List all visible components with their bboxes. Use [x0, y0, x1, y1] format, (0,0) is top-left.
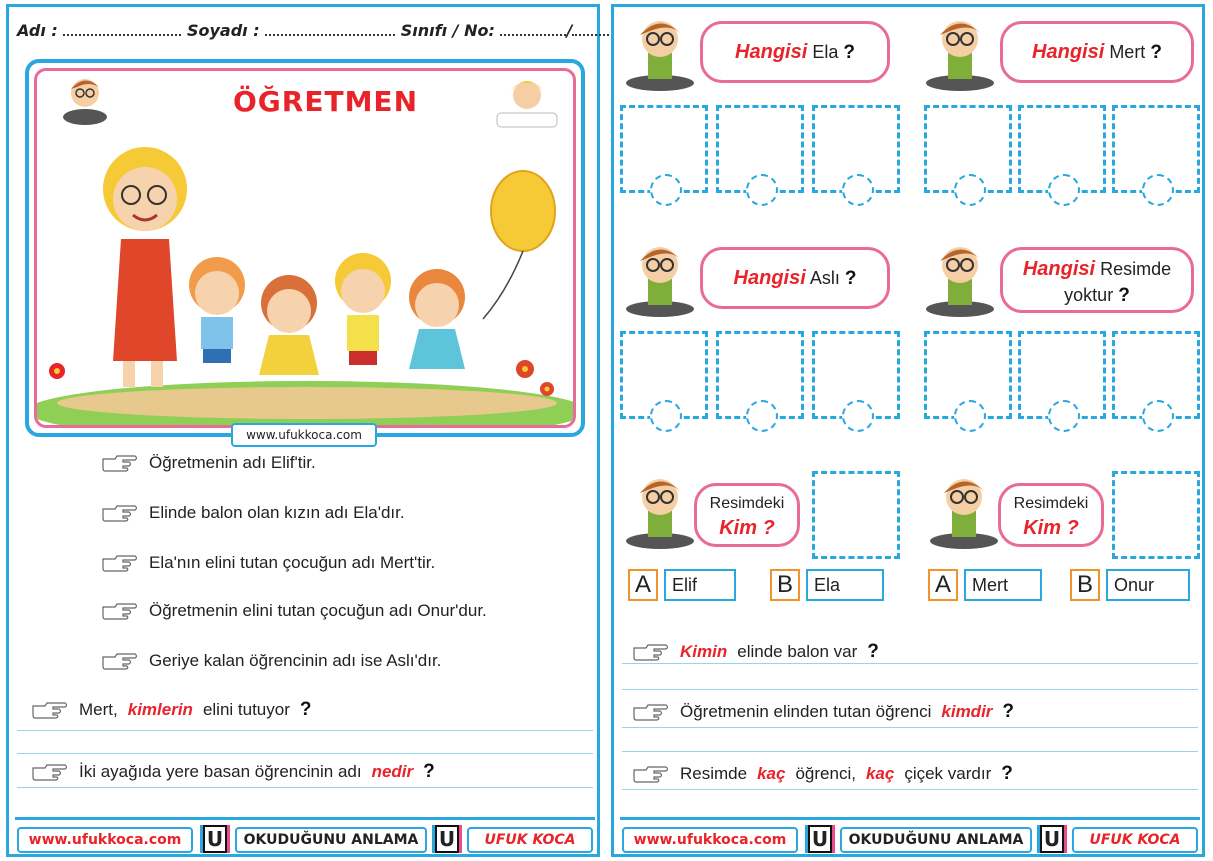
- footer-u-logo: U: [435, 825, 459, 853]
- pointing-hand-icon: [632, 702, 670, 722]
- bubble-name: Aslı: [809, 268, 840, 288]
- pointing-hand-icon: [101, 503, 139, 523]
- surname-field[interactable]: [265, 24, 395, 36]
- footer-u-logo: U: [203, 825, 227, 853]
- bubble-name: Ela: [812, 42, 839, 62]
- question-text: Öğretmenin elinden tutan öğrenci: [680, 702, 932, 721]
- sentence-text: Öğretmenin elini tutan çocuğun adı Onur'dur.: [149, 601, 487, 620]
- hangisi-label: Hangisi: [735, 41, 808, 63]
- question-keyword: Kimin: [680, 642, 728, 661]
- hangisi-label: Hangisi: [1032, 41, 1105, 63]
- answer-line[interactable]: [622, 727, 1198, 728]
- footer-title: OKUDUĞUNU ANLAMA: [235, 827, 427, 853]
- boy-thinking-icon: [63, 79, 107, 125]
- face-choice[interactable]: [1112, 105, 1200, 193]
- answer-line[interactable]: [622, 663, 1198, 664]
- option-b[interactable]: [1070, 569, 1190, 601]
- face-choice[interactable]: [1018, 331, 1106, 419]
- question-mark: ?: [867, 641, 879, 662]
- teacher-figure: [103, 147, 187, 387]
- question-text: elini tutuyor: [202, 700, 290, 719]
- footer-divider: [620, 817, 1200, 820]
- question-mark: ?: [844, 268, 857, 289]
- balloon-icon: [483, 171, 555, 319]
- class-separator: /: [566, 21, 573, 40]
- question-text: Resimde: [680, 764, 748, 783]
- option-letter: A: [928, 569, 958, 601]
- child-onur: [189, 257, 245, 363]
- who-line2: Kim ?: [719, 517, 775, 539]
- answer-circle[interactable]: [1142, 400, 1174, 432]
- option-value: Mert: [964, 569, 1042, 601]
- pointing-hand-icon: [31, 762, 69, 782]
- footer: [15, 815, 595, 853]
- pointing-hand-icon: [101, 601, 139, 621]
- option-value: Elif: [664, 569, 736, 601]
- right-worksheet: [611, 4, 1205, 857]
- class-field[interactable]: [500, 24, 566, 36]
- question-row: [632, 763, 1013, 785]
- pointing-hand-icon: [101, 453, 139, 473]
- question-text: Mert,: [79, 700, 118, 719]
- answer-circle[interactable]: [1048, 400, 1080, 432]
- flower-icon: [516, 360, 534, 378]
- option-b[interactable]: [770, 569, 884, 601]
- option-a[interactable]: [628, 569, 736, 601]
- face-choice[interactable]: [716, 331, 804, 419]
- pointing-hand-icon: [632, 764, 670, 784]
- who-bubble: [694, 483, 800, 547]
- who-line1: Resimdeki: [709, 495, 785, 512]
- face-picture: [812, 471, 900, 559]
- bubble-name: Resimde: [1100, 259, 1172, 279]
- hangisi-label: Hangisi: [1022, 258, 1096, 280]
- question-bubble: [700, 247, 890, 309]
- name-label: Adı :: [17, 21, 58, 40]
- flower-icon: [49, 363, 65, 379]
- question-keyword: nedir: [371, 762, 414, 781]
- footer-divider: [15, 817, 595, 820]
- hangisi-label: Hangisi: [733, 267, 806, 289]
- question-mark: ?: [1001, 763, 1013, 784]
- boy-thinking-icon: [620, 239, 698, 319]
- story-illustration: [34, 68, 576, 428]
- answer-line[interactable]: [622, 789, 1198, 790]
- name-field[interactable]: [63, 24, 181, 36]
- child-mert: [335, 253, 391, 365]
- question-row: [31, 761, 435, 783]
- question-mark: ?: [1002, 701, 1015, 722]
- answer-circle[interactable]: [954, 174, 986, 206]
- boy-thinking-icon: [924, 471, 1002, 551]
- surname-label: Soyadı :: [186, 21, 260, 40]
- face-choice[interactable]: [812, 331, 900, 419]
- answer-circle[interactable]: [746, 174, 778, 206]
- story-sentence: [101, 651, 441, 671]
- question-row: [632, 701, 1014, 723]
- story-title: ÖĞRETMEN: [233, 85, 418, 118]
- child-ela: [409, 269, 465, 369]
- face-choice[interactable]: [812, 105, 900, 193]
- option-letter: B: [770, 569, 800, 601]
- student-info-header: [17, 21, 593, 40]
- footer: [620, 815, 1200, 853]
- boy-thinking-icon: [620, 471, 698, 551]
- story-sentence: [101, 601, 487, 621]
- footer-site[interactable]: www.ufukkoca.com: [17, 827, 193, 853]
- answer-circle[interactable]: [842, 174, 874, 206]
- question-text: çiçek vardır: [904, 764, 992, 783]
- face-choice[interactable]: [924, 105, 1012, 193]
- face-choice[interactable]: [1018, 105, 1106, 193]
- footer-author: UFUK KOCA: [1072, 827, 1198, 853]
- question-keyword: kaç: [865, 764, 895, 783]
- question-mark: ?: [423, 761, 435, 782]
- answer-line[interactable]: [622, 689, 1198, 690]
- footer-author: UFUK KOCA: [467, 827, 593, 853]
- who-bubble: [998, 483, 1104, 547]
- face-choice[interactable]: [924, 331, 1012, 419]
- teacher-and-children-illustration: [37, 71, 576, 428]
- question-bubble: [700, 21, 890, 83]
- answer-line[interactable]: [17, 787, 593, 788]
- story-scene-frame: [25, 59, 585, 437]
- footer-u-logo: U: [808, 825, 832, 853]
- question-mark: ?: [1150, 42, 1162, 63]
- question-keyword: kimlerin: [127, 700, 193, 719]
- boy-thinking-icon: [620, 13, 698, 93]
- who-line1: Resimdeki: [1013, 495, 1089, 512]
- option-letter: A: [628, 569, 658, 601]
- answer-line[interactable]: [622, 751, 1198, 752]
- girl-reading-icon: [497, 81, 557, 127]
- site-badge[interactable]: www.ufukkoca.com: [231, 423, 377, 447]
- question-text: elinde balon var: [737, 642, 858, 661]
- answer-circle[interactable]: [746, 400, 778, 432]
- question-mark: ?: [1118, 285, 1130, 306]
- pointing-hand-icon: [101, 651, 139, 671]
- option-value: Ela: [806, 569, 884, 601]
- pointing-hand-icon: [101, 553, 139, 573]
- option-value: Onur: [1106, 569, 1190, 601]
- face-choice[interactable]: [1112, 331, 1200, 419]
- boy-thinking-icon: [920, 13, 998, 93]
- answer-circle[interactable]: [650, 400, 682, 432]
- sentence-text: Elinde balon olan kızın adı Ela'dır.: [149, 503, 405, 522]
- footer-u-logo: U: [1040, 825, 1064, 853]
- story-sentence: [101, 553, 435, 573]
- face-choice[interactable]: [716, 105, 804, 193]
- answer-line[interactable]: [17, 753, 593, 754]
- footer-site[interactable]: www.ufukkoca.com: [622, 827, 798, 853]
- answer-circle[interactable]: [650, 174, 682, 206]
- question-row: [31, 699, 311, 721]
- pointing-hand-icon: [31, 700, 69, 720]
- story-sentence: [101, 503, 405, 523]
- bubble-name: Mert: [1109, 42, 1146, 62]
- answer-circle[interactable]: [1048, 174, 1080, 206]
- footer-title: OKUDUĞUNU ANLAMA: [840, 827, 1032, 853]
- pointing-hand-icon: [632, 642, 670, 662]
- question-mark: ?: [299, 699, 312, 720]
- answer-line[interactable]: [17, 730, 593, 731]
- question-keyword: kaç: [757, 764, 786, 783]
- child-asli: [259, 275, 319, 375]
- question-mark: ?: [843, 42, 855, 63]
- option-letter: B: [1070, 569, 1100, 601]
- question-row: [632, 641, 879, 663]
- sentence-text: Ela'nın elini tutan çocuğun adı Mert'tir.: [149, 553, 436, 572]
- sentence-text: Geriye kalan öğrencinin adı ise Aslı'dır.: [149, 651, 442, 670]
- face-choice[interactable]: [620, 105, 708, 193]
- face-choice[interactable]: [620, 331, 708, 419]
- option-a[interactable]: [928, 569, 1042, 601]
- left-worksheet: [6, 4, 600, 857]
- answer-circle[interactable]: [842, 400, 874, 432]
- question-text: öğrenci,: [795, 764, 856, 783]
- boy-thinking-icon: [920, 239, 998, 319]
- sentence-text: Öğretmenin adı Elif'tir.: [149, 453, 316, 472]
- question-bubble: [1000, 21, 1194, 83]
- flower-icon: [540, 382, 554, 396]
- question-text: İki ayağıda yere basan öğrencinin adı: [79, 762, 362, 781]
- question-bubble: [1000, 247, 1194, 313]
- answer-circle[interactable]: [954, 400, 986, 432]
- bubble-name-2: yoktur: [1064, 285, 1114, 305]
- face-picture: [1112, 471, 1200, 559]
- who-line2: Kim ?: [1023, 517, 1079, 539]
- story-sentence: [101, 453, 316, 473]
- class-label: Sınıfı / No:: [400, 21, 495, 40]
- answer-circle[interactable]: [1142, 174, 1174, 206]
- question-keyword: kimdir: [941, 702, 993, 721]
